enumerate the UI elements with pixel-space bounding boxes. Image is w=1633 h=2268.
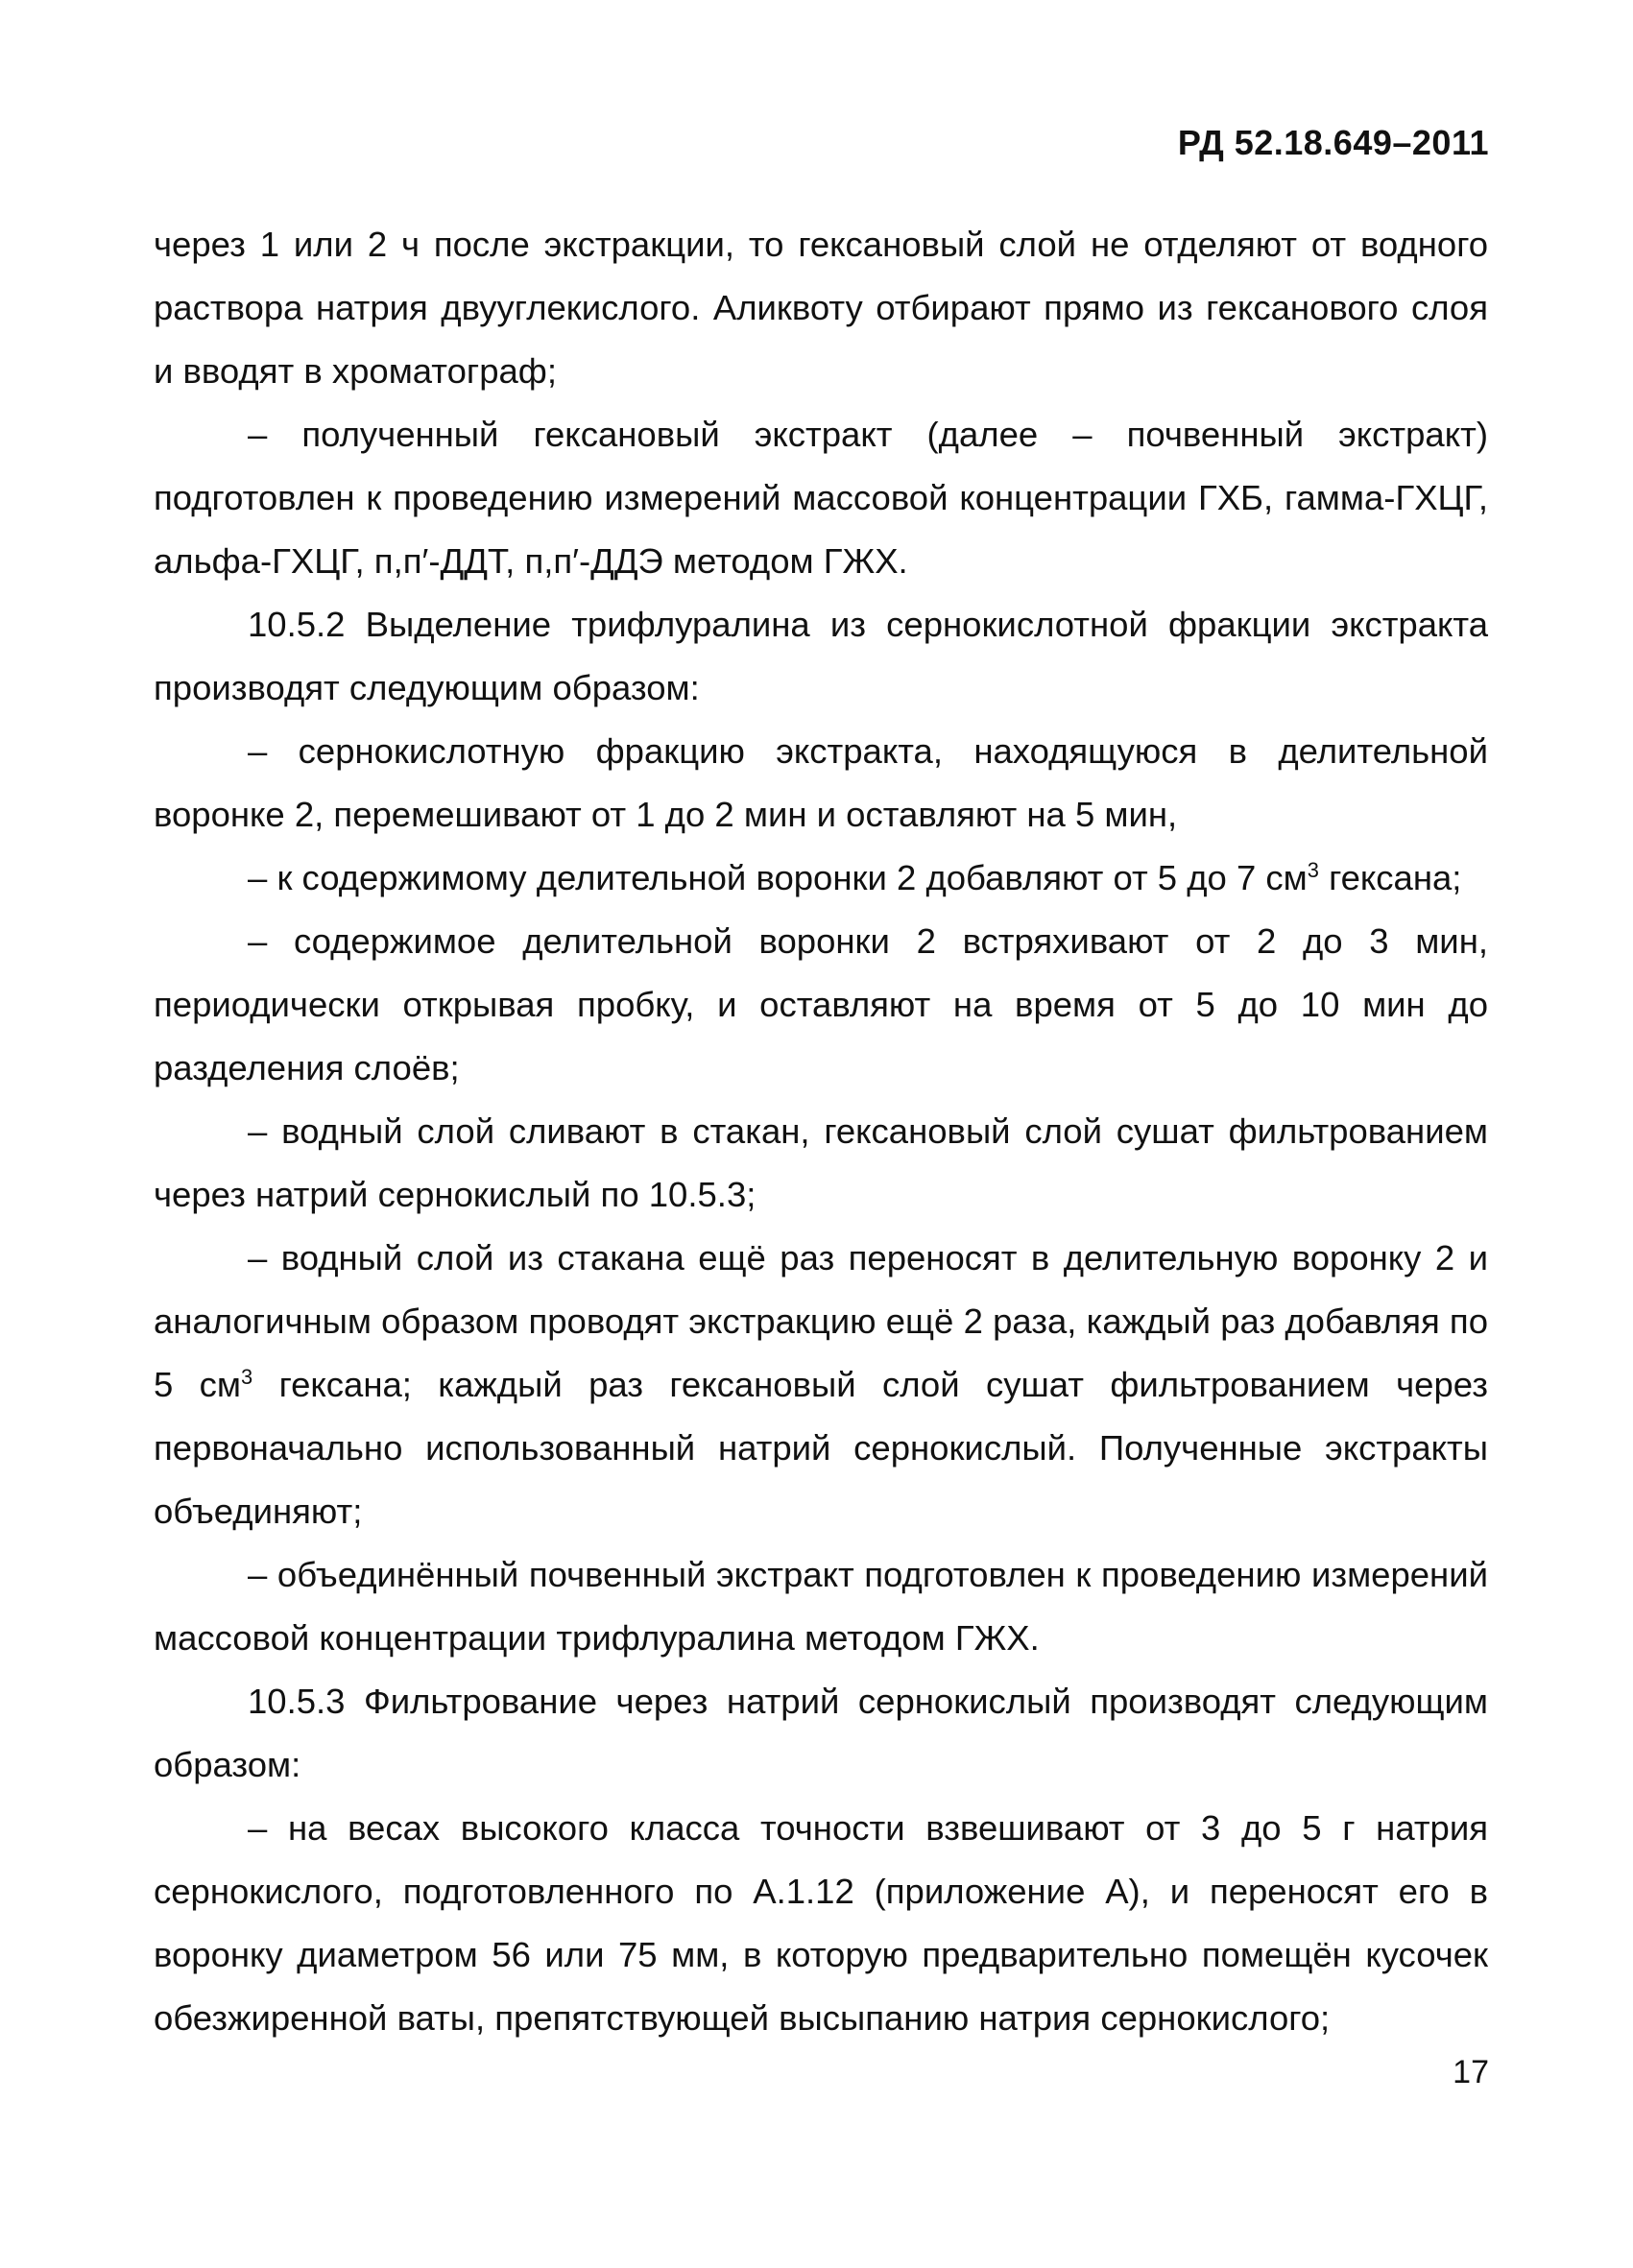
paragraph: – на весах высокого класса точности взвешивают от 3 до 5 г натрия сернокислого, подготовленного по А.1.12 (приложение А), и переносят его в воронку диаметром 56 или 75 мм, в которую предварительно помещён кусочек обезжиренной ваты, препятствующей высыпанию натрия сернокислого; [154, 1808, 1488, 2038]
paragraph-text: гексана; [1318, 858, 1462, 897]
paragraph [154, 847, 1488, 910]
page-number: 17 [1453, 2054, 1489, 2090]
document-code-header: РД 52.18.649–2011 [1177, 123, 1489, 162]
paragraph: 10.5.2 Выделение трифлуралина из сернокислотной фракции экстракта производят следующим образом: [154, 605, 1488, 707]
paragraph-text: – водный слой из стакана ещё раз переносят в делительную воронку 2 и аналогичным образом проводят экстракцию ещё 2 раза, каждый раз добавляя по 5 см [154, 1238, 1488, 1404]
paragraph: – водный слой сливают в стакан, гексановый слой сушат фильтрованием через натрий сернокислый по 10.5.3; [154, 1111, 1488, 1214]
paragraph: через 1 или 2 ч после экстракции, то гексановый слой не отделяют от водного раствора натрия двууглекислого. Аликвоту отбирают прямо из гексанового слоя и вводят в хроматограф; [154, 225, 1488, 391]
paragraph-text: – к содержимому делительной воронки 2 добавляют от 5 до 7 см [248, 858, 1308, 897]
paragraph-text: гексана; каждый раз гексановый слой сушат фильтрованием через первоначально использованный натрий сернокислый. Полученные экстракты объединяют; [154, 1365, 1488, 1531]
superscript: 3 [1307, 857, 1319, 882]
paragraph: – содержимое делительной воронки 2 встряхивают от 2 до 3 мин, периодически открывая пробку, и оставляют на время от 5 до 10 мин до разделения слоёв; [154, 921, 1488, 1087]
paragraph: 10.5.3 Фильтрование через натрий сернокислый производят следующим образом: [154, 1682, 1488, 1784]
superscript: 3 [241, 1364, 253, 1389]
paragraph: – сернокислотную фракцию экстракта, находящуюся в делительной воронке 2, перемешивают от 1 до 2 мин и оставляют на 5 мин, [154, 731, 1488, 834]
paragraph: – объединённый почвенный экстракт подготовлен к проведению измерений массовой концентрации трифлуралина методом ГЖХ. [154, 1555, 1488, 1658]
document-body [154, 213, 1488, 2050]
paragraph [154, 1227, 1488, 1543]
paragraph: – полученный гексановый экстракт (далее – почвенный экстракт) подготовлен к проведению измерений массовой концентрации ГХБ, гамма-ГХЦГ, альфа-ГХЦГ, п,п′-ДДТ, п,п′-ДДЭ методом ГЖХ. [154, 415, 1488, 581]
